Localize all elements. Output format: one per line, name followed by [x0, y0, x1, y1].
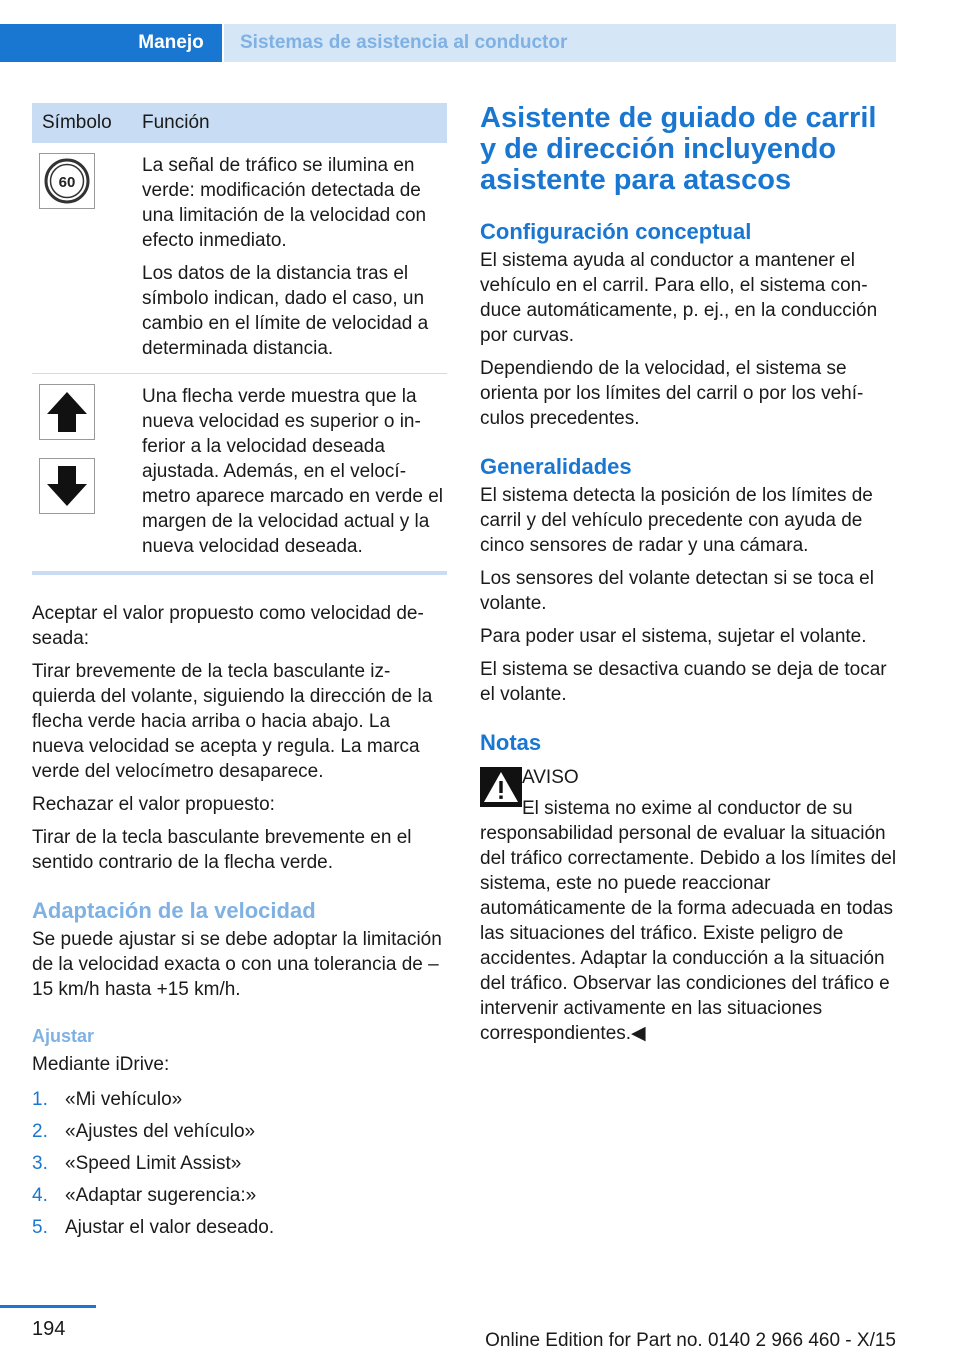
footer-accent-line — [0, 1305, 96, 1308]
page-number: 194 — [32, 1318, 66, 1340]
warning-triangle-icon — [480, 767, 522, 807]
step-number: 2. — [32, 1121, 48, 1142]
body-paragraph: El sistema ayuda al conductor a mantener el vehículo en el carril. Para ello, el sistema conduce automáticamente, p. ej., en la conducción por curvas. — [480, 250, 878, 346]
step-text: «Ajustes del vehículo» — [65, 1121, 256, 1142]
table-row — [32, 143, 447, 374]
table-header-row — [32, 103, 447, 143]
section-heading-concept: Configuración conceptual — [480, 219, 752, 244]
symbol-cell — [32, 374, 132, 574]
list-item — [32, 1183, 447, 1208]
body-paragraph: Rechazar el valor propuesto: — [32, 794, 275, 815]
right-column — [480, 103, 898, 1046]
section-heading-speed-adaptation: Adaptación de la velocidad — [32, 898, 316, 923]
step-text: Ajustar el valor deseado. — [65, 1217, 275, 1238]
list-item — [32, 1151, 447, 1176]
speed-limit-sign-icon — [39, 153, 95, 209]
step-text: «Speed Limit Assist» — [65, 1153, 242, 1174]
function-cell — [132, 143, 447, 374]
list-item — [32, 1087, 447, 1112]
subheading-adjust: Ajustar — [32, 1026, 95, 1046]
step-number: 1. — [32, 1089, 48, 1110]
body-paragraph: Los sensores del volante detectan si se toca el volante. — [480, 568, 874, 614]
list-item — [32, 1119, 447, 1144]
body-paragraph: Mediante iDrive: — [32, 1054, 170, 1075]
symbol-function-table — [32, 103, 447, 575]
left-column — [32, 103, 447, 1247]
body-paragraph: Para poder usar el sistema, sujetar el volante. — [480, 626, 867, 647]
body-paragraph: Tirar de la tecla basculante brevemente en el sentido contrario de la flecha verde. — [32, 827, 412, 873]
idrive-steps-list — [32, 1087, 447, 1240]
warning-notice — [480, 765, 898, 1046]
warning-text-first-line: El sistema no exime al conductor de su — [522, 798, 853, 819]
body-paragraph: Dependiendo de la velocidad, el sistema se orienta por los límites del carril o por los vehículos precedentes. — [480, 358, 864, 429]
body-paragraph: Aceptar el valor propuesto como velocidad deseada: — [32, 603, 424, 649]
section-heading-notes: Notas — [480, 730, 542, 755]
function-text: La señal de tráfico se ilumina en verde: modificación detectada de una limitación de la velocidad con efecto inmediato. — [142, 155, 427, 251]
step-number: 4. — [32, 1185, 48, 1206]
arrow-up-icon — [39, 384, 95, 440]
header-section-title: Manejo — [138, 32, 204, 53]
body-paragraph: El sistema detecta la posición de los límites de carril y del vehículo precedente con ayuda de cinco sensores de radar y una cámara. — [480, 485, 873, 556]
section-heading-general: Generalidades — [480, 454, 632, 479]
warning-text: responsabilidad personal de evaluar la situación del tráfico correctamente. Debido a los límites del sistema, este no puede reaccionar automáticamente de la forma adecuada en todas las situaciones del tráfico. Existe peligro de accidentes. Adaptar la conducción a la situación del tráfico. Observar las condiciones del tráfico e intervenir activamente en las situaciones correspondientes.◀ — [480, 823, 897, 1044]
symbol-cell — [32, 143, 132, 374]
speed-limit-value: 60 — [58, 174, 76, 191]
step-number: 5. — [32, 1217, 48, 1238]
list-item — [32, 1215, 447, 1240]
page-header — [0, 24, 896, 62]
table-row — [32, 374, 447, 574]
step-text: «Mi vehículo» — [65, 1089, 183, 1110]
warning-label: AVISO — [522, 767, 579, 788]
arrow-down-icon — [39, 458, 95, 514]
function-cell — [132, 374, 447, 574]
edition-note: Online Edition for Part no. 0140 2 966 460 - X/15 — [485, 1330, 896, 1351]
step-text: «Adaptar sugerencia:» — [65, 1185, 257, 1206]
chapter-title: Asistente de guiado de carril y de dirección incluyendo asistente para atascos — [480, 102, 877, 196]
column-header-symbol: Símbolo — [32, 103, 132, 143]
function-text: Una flecha verde muestra que la nueva velocidad es superior o inferior a la velocidad deseada ajustada. Además, en el velocímetro aparece marcado en verde el margen de la velocidad actual y la nueva velocidad deseada. — [142, 386, 443, 557]
column-header-function: Función — [132, 103, 447, 143]
header-chapter-title: Sistemas de asistencia al conductor — [240, 32, 568, 53]
step-number: 3. — [32, 1153, 48, 1174]
body-paragraph: El sistema se desactiva cuando se deja de tocar el volante. — [480, 659, 887, 705]
body-paragraph: Se puede ajustar si se debe adoptar la limitación de la velocidad exacta o con una tolerancia de –15 km/h hasta +15 km/h. — [32, 929, 442, 1000]
function-text: Los datos de la distancia tras el símbolo indican, dado el caso, un cambio en el límite de velocidad a determinada distancia. — [142, 263, 429, 359]
body-paragraph: Tirar brevemente de la tecla basculante izquierda del volante, siguiendo la dirección de la flecha verde hacia arriba o hacia abajo. La nueva velocidad se acepta y regula. La marca verde del velocímetro desaparece. — [32, 661, 433, 782]
